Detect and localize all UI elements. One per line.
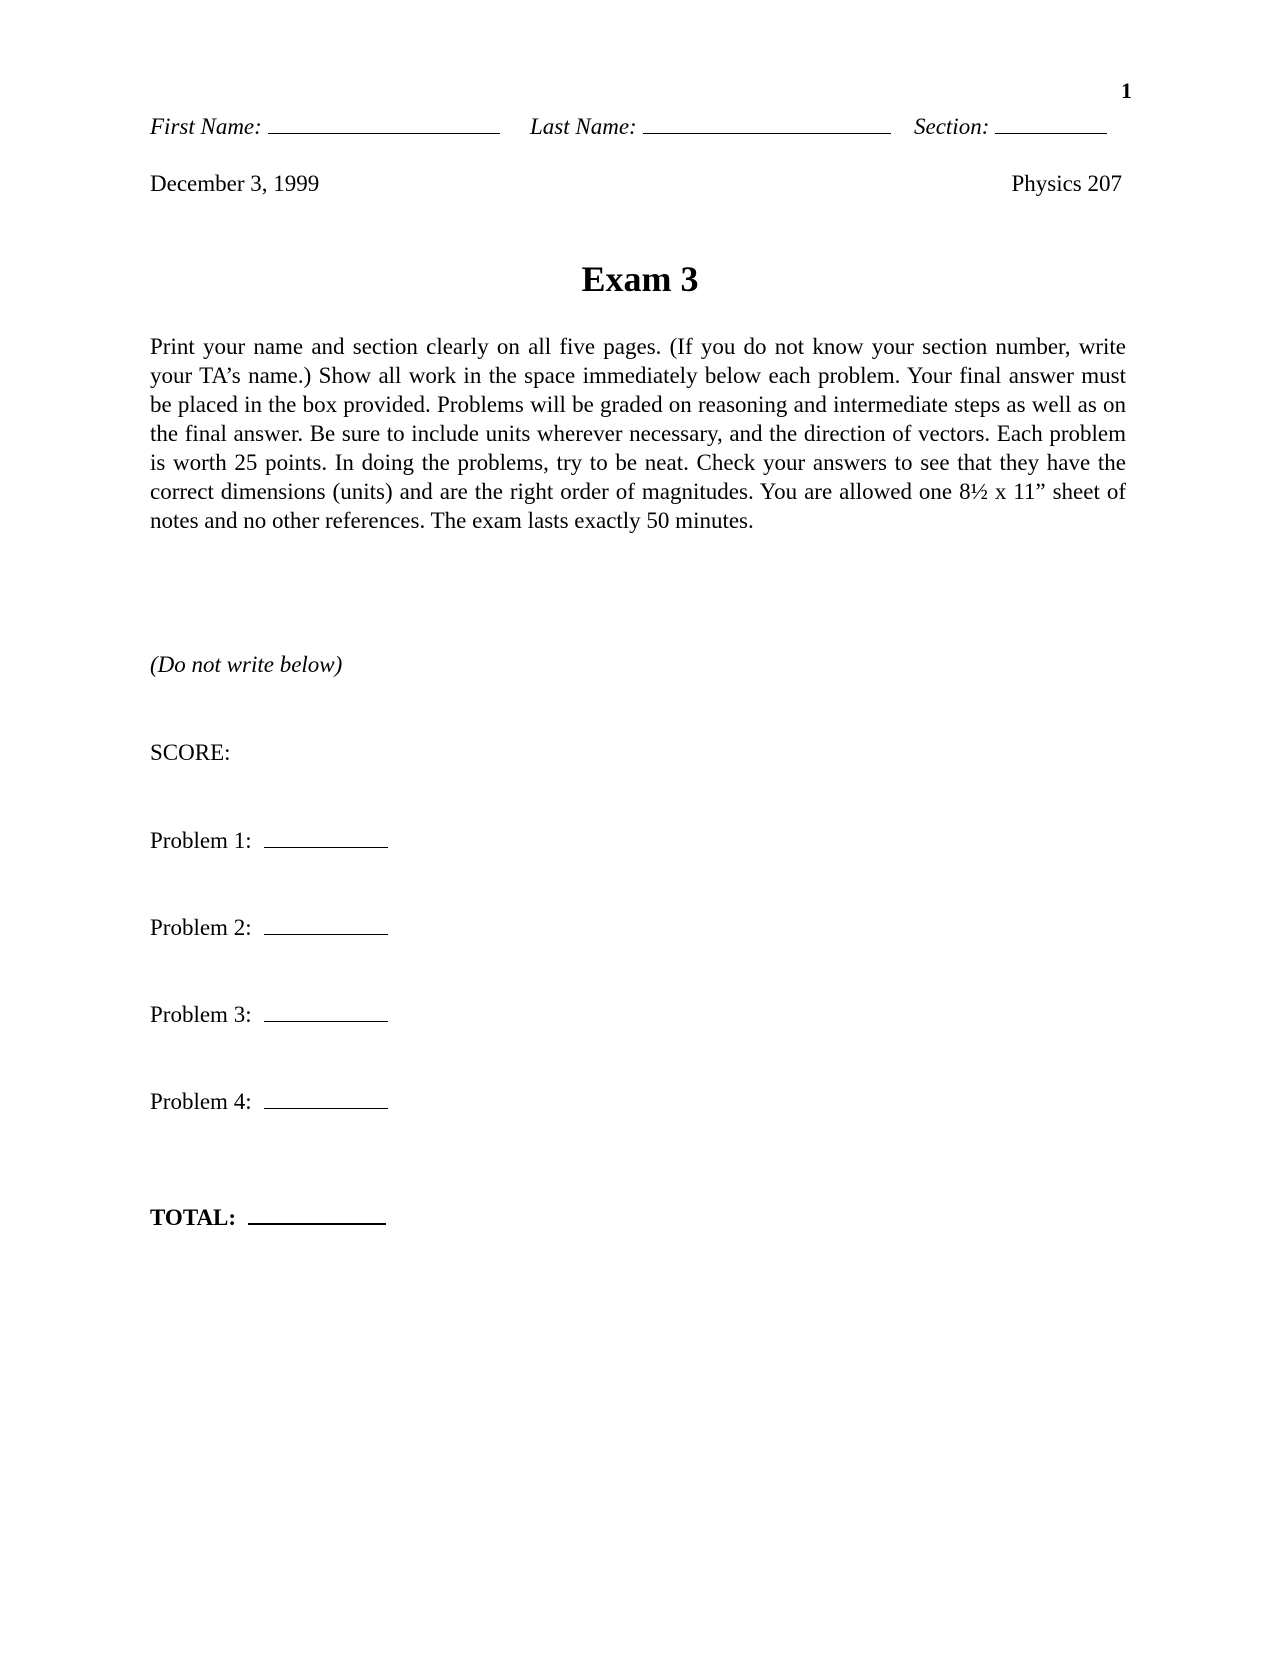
page-title: Exam 3 (581, 259, 699, 299)
problem-score-blank[interactable] (264, 1090, 388, 1109)
last-name-label: Last Name: (530, 114, 637, 139)
score-heading: SCORE: (150, 740, 231, 765)
problem-score-row (150, 828, 388, 854)
instructions-paragraph: Print your name and section clearly on all five pages. (If you do not know your section number, write your TA’s name.) Show all work in the space immediately below each problem. Your final answer must be placed in the box provided. Problems will be graded on reasoning and intermediate steps as well as on the final answer. Be sure to include units wherever necessary, and the direction of vectors. Each problem is worth 25 points. In doing the problems, try to be neat. Check your answers to see that they have the correct dimensions (units) and are the right order of magnitudes. You are allowed one 8½ x 11” sheet of notes and no other references. The exam lasts exactly 50 minutes. (150, 334, 1126, 533)
section-blank[interactable] (995, 113, 1107, 134)
total-score-blank[interactable] (248, 1205, 386, 1225)
problem-score-blank[interactable] (264, 829, 388, 848)
do-not-write-note: (Do not write below) (150, 652, 343, 677)
exam-date: December 3, 1999 (150, 171, 320, 196)
first-name-field[interactable] (150, 113, 500, 140)
problem-label: Problem 4: (150, 1089, 252, 1114)
problem-score-row (150, 915, 388, 941)
last-name-blank[interactable] (643, 113, 891, 134)
total-score-row (150, 1205, 386, 1231)
problem-score-blank[interactable] (264, 916, 388, 935)
total-label: TOTAL: (150, 1205, 237, 1230)
course-name: Physics 207 (1011, 171, 1122, 196)
problem-label: Problem 2: (150, 915, 252, 940)
problem-score-blank[interactable] (264, 1003, 388, 1022)
section-field[interactable] (914, 113, 1107, 140)
problem-score-row (150, 1089, 388, 1115)
page-number: 1 (1121, 78, 1132, 103)
section-label: Section: (914, 114, 990, 139)
problem-label: Problem 3: (150, 1002, 252, 1027)
first-name-label: First Name: (150, 114, 262, 139)
first-name-blank[interactable] (268, 113, 500, 134)
problem-score-row (150, 1002, 388, 1028)
student-info-row (150, 113, 1126, 143)
last-name-field[interactable] (530, 113, 891, 140)
problem-label: Problem 1: (150, 828, 252, 853)
